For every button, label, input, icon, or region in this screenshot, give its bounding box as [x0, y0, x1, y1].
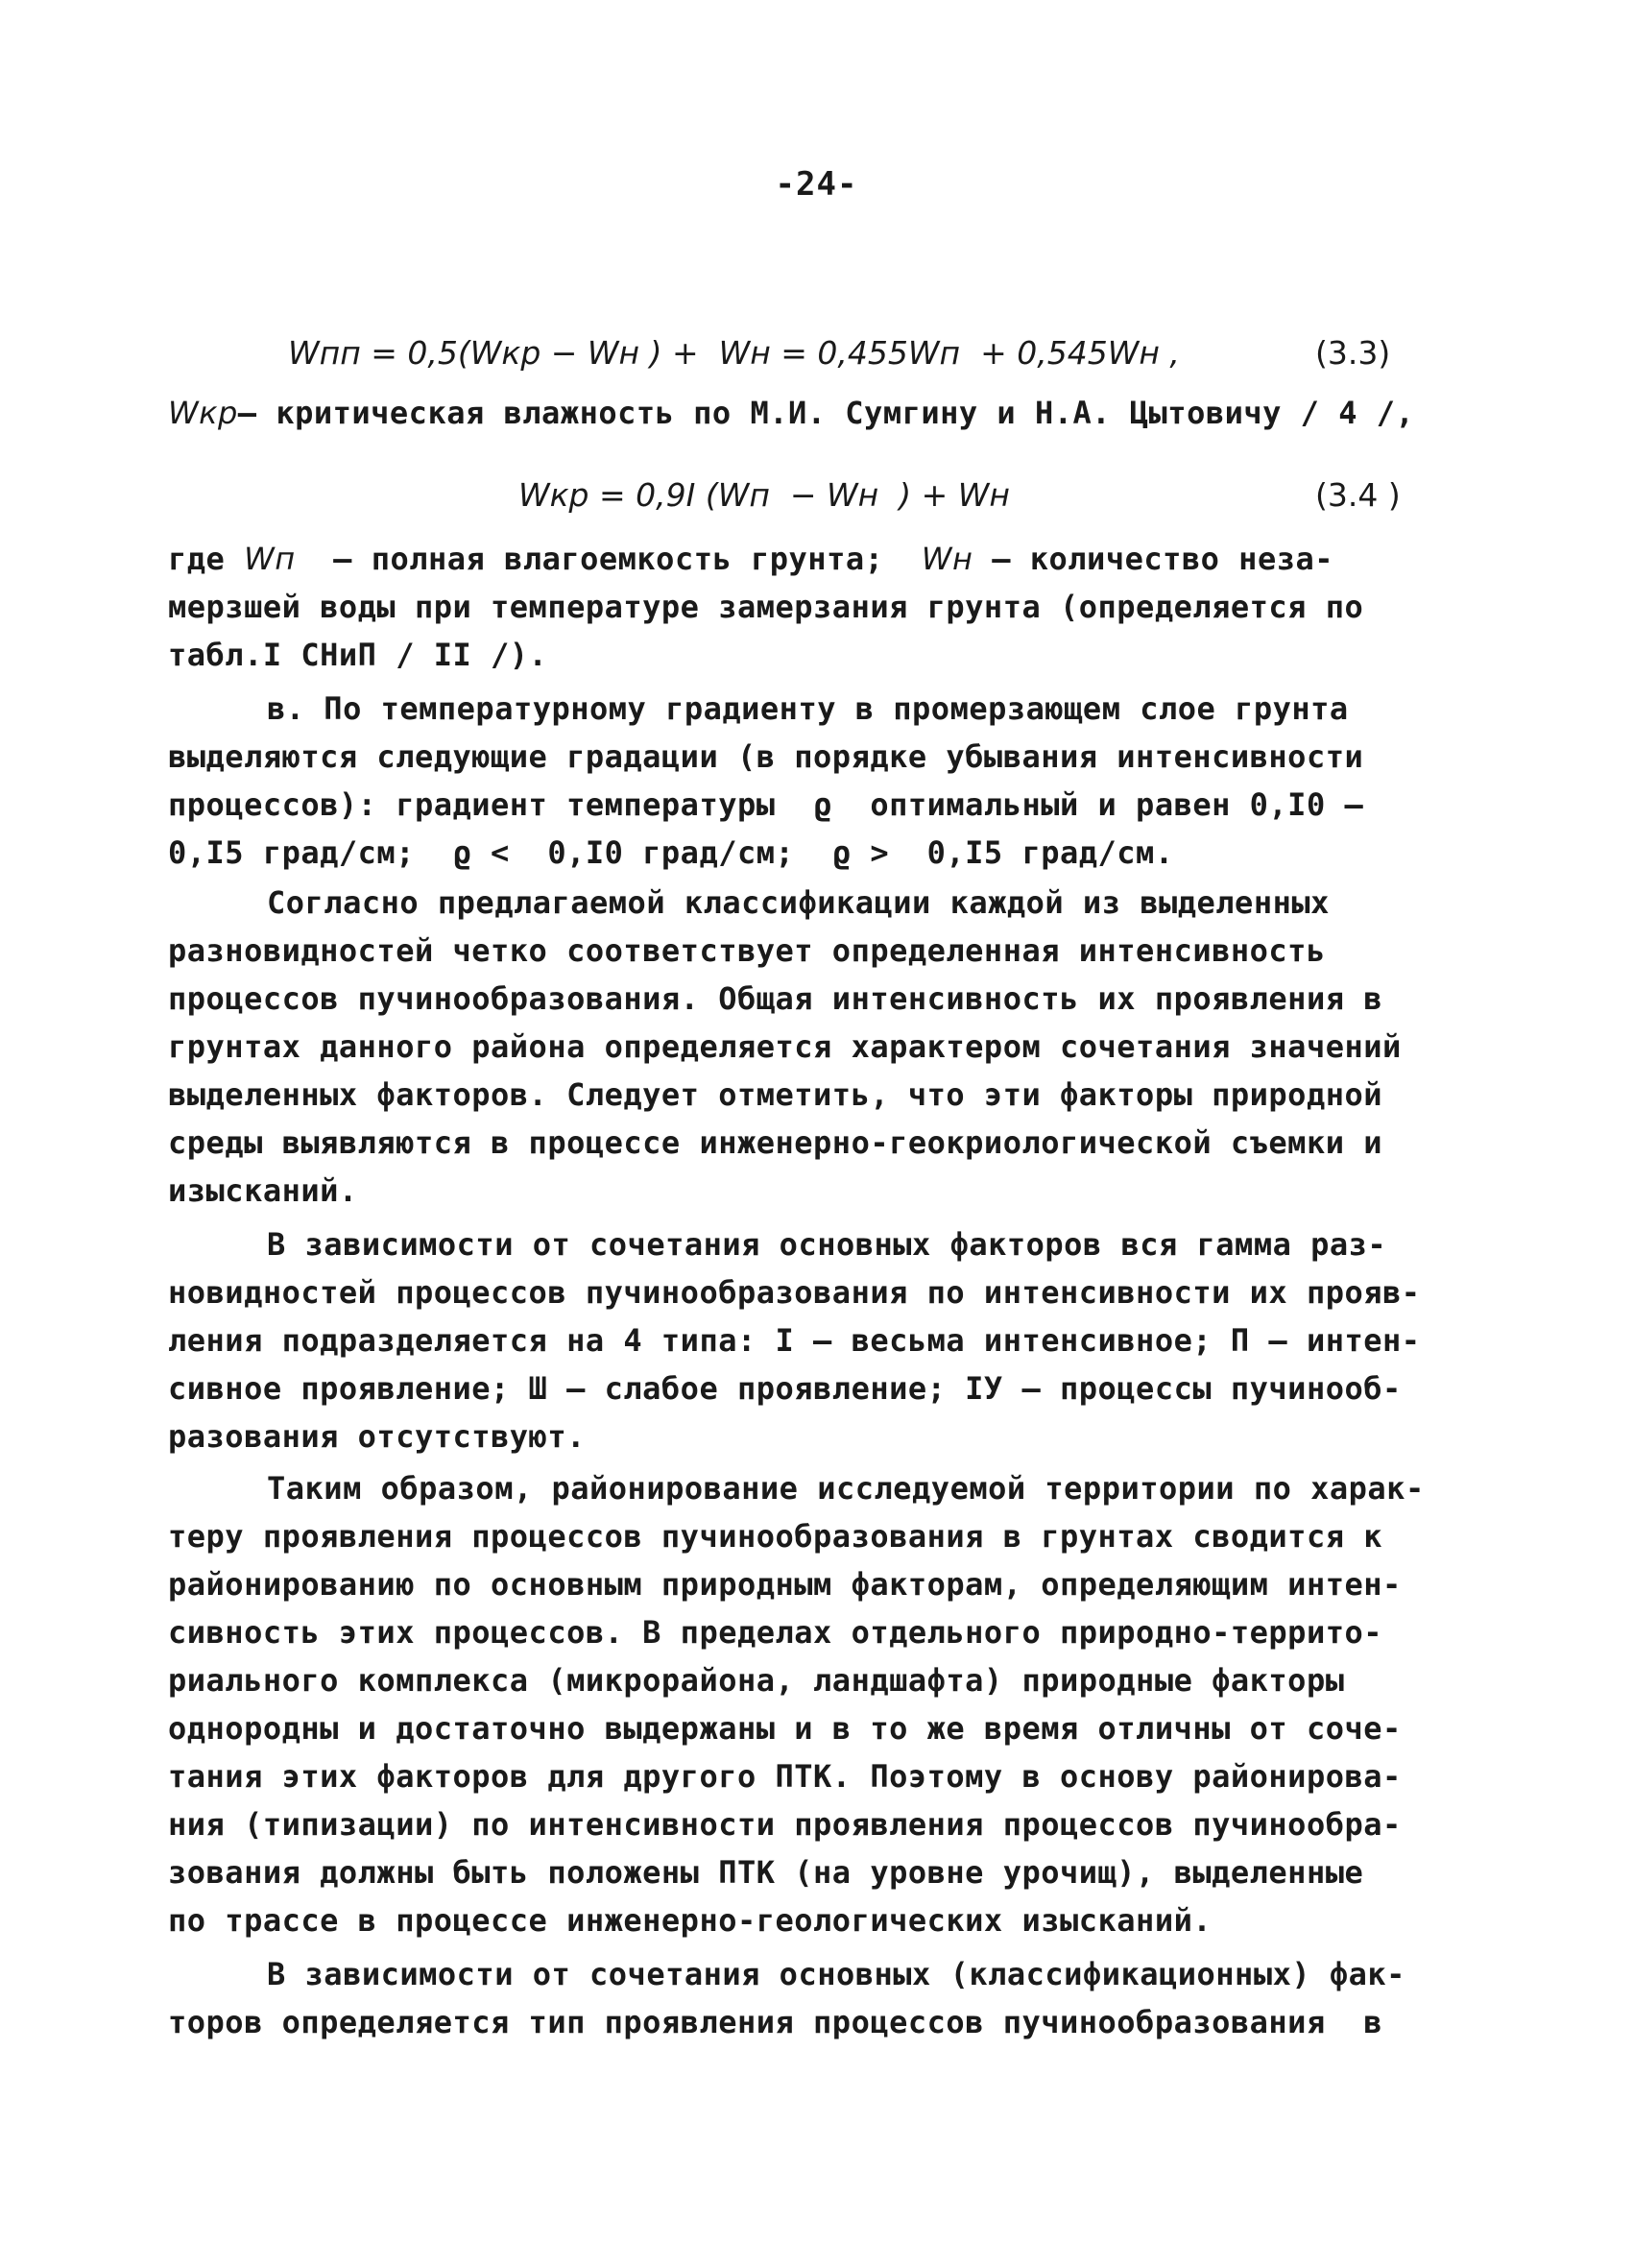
where-label: где: [168, 541, 226, 577]
para-2-line-4: грунтах данного района определяется характером сочетания значений: [168, 1028, 1402, 1065]
para-2-line-2: разновидностей четко соответствует определенная интенсивность: [168, 932, 1326, 969]
para-4-line-6: однородны и достаточно выдержаны и в то же время отличны от соче-: [168, 1710, 1402, 1747]
where-line-2: мерзшей воды при температуре замерзания грунта (определяется по: [168, 589, 1364, 625]
page-number: -24-: [775, 165, 858, 204]
wp-definition: – полная влагоемкость грунта;: [333, 541, 884, 577]
para-v-line-4: 0,I5 град/см; ϱ < 0,I0 град/см; ϱ > 0,I5 град/см.: [168, 834, 1174, 871]
para-2-line-6: среды выявляются в процессе инженерно-геокриологической съемки и: [168, 1124, 1382, 1161]
para-4-line-3: районированию по основным природным факторам, определяющим интен-: [168, 1566, 1402, 1603]
equation-3-4: Wкр = 0,9I (Wп − Wн ) + Wн: [518, 476, 1010, 514]
where-line-3: табл.I СНиП / II /).: [168, 637, 548, 673]
where-line-1: [168, 540, 1464, 578]
para-4-line-2: теру проявления процессов пучинообразования в грунтах сводится к: [168, 1518, 1382, 1555]
para-3-line-2: новидностей процессов пучинообразования по интенсивности их прояв-: [168, 1274, 1421, 1311]
para-4-line-9: зования должны быть положены ПТК (на уровне урочищ), выделенные: [168, 1854, 1364, 1891]
wkr-definition: [168, 394, 1464, 432]
para-4-line-5: риального комплекса (микрорайона, ландшафта) природные факторы: [168, 1662, 1345, 1699]
para-v-line-2: выделяются следующие градации (в порядке убывания интенсивности: [168, 738, 1364, 775]
wp-symbol: Wп: [244, 541, 296, 577]
equation-3-4-number: (3.4 ): [1315, 476, 1401, 514]
wkr-symbol: Wкр: [168, 395, 238, 431]
para-4-line-4: сивность этих процессов. В пределах отдельного природно-террито-: [168, 1614, 1382, 1651]
wn-definition: – количество неза-: [992, 541, 1333, 577]
para-v-line-3: процессов): градиент температуры ϱ оптимальный и равен 0,I0 –: [168, 786, 1364, 823]
para-3-line-4: сивное проявление; Ш – слабое проявление; IУ – процессы пучинооб-: [168, 1370, 1402, 1407]
wn-symbol: Wн: [921, 541, 973, 577]
para-2-line-3: процессов пучинообразования. Общая интенсивность их проявления в: [168, 980, 1382, 1017]
para-3-line-1: В зависимости от сочетания основных факторов вся гамма раз-: [267, 1226, 1387, 1263]
equation-3-3-number: (3.3): [1315, 334, 1391, 372]
para-5-line-2: торов определяется тип проявления процессов пучинообразования в: [168, 2004, 1382, 2040]
para-2-line-5: выделенных факторов. Следует отметить, что эти факторы природной: [168, 1076, 1382, 1113]
para-2-line-1: Согласно предлагаемой классификации каждой из выделенных: [267, 884, 1330, 921]
para-4-line-1: Таким образом, районирование исследуемой территории по харак-: [267, 1470, 1425, 1507]
para-4-line-10: по трассе в процессе инженерно-геологических изысканий.: [168, 1902, 1213, 1939]
para-2-line-7: изысканий.: [168, 1172, 358, 1209]
para-4-line-7: тания этих факторов для другого ПТК. Поэтому в основу районирова-: [168, 1758, 1402, 1795]
para-v-line-1: в. По температурному градиенту в промерзающем слое грунта: [267, 690, 1349, 727]
para-5-line-1: В зависимости от сочетания основных (классификационных) фак-: [267, 1956, 1405, 1992]
para-3-line-5: разования отсутствуют.: [168, 1418, 586, 1455]
wkr-definition-text: – критическая влажность по М.И. Сумгину и Н.А. Цытовичу / 4 /,: [237, 395, 1415, 431]
equation-3-3: Wпп = 0,5(Wкр − Wн ) + Wн = 0,455Wп + 0,545Wн ,: [288, 334, 1180, 372]
para-3-line-3: ления подразделяется на 4 типа: I – весьма интенсивное; П – интен-: [168, 1322, 1421, 1359]
para-4-line-8: ния (типизации) по интенсивности проявления процессов пучинообра-: [168, 1806, 1402, 1843]
